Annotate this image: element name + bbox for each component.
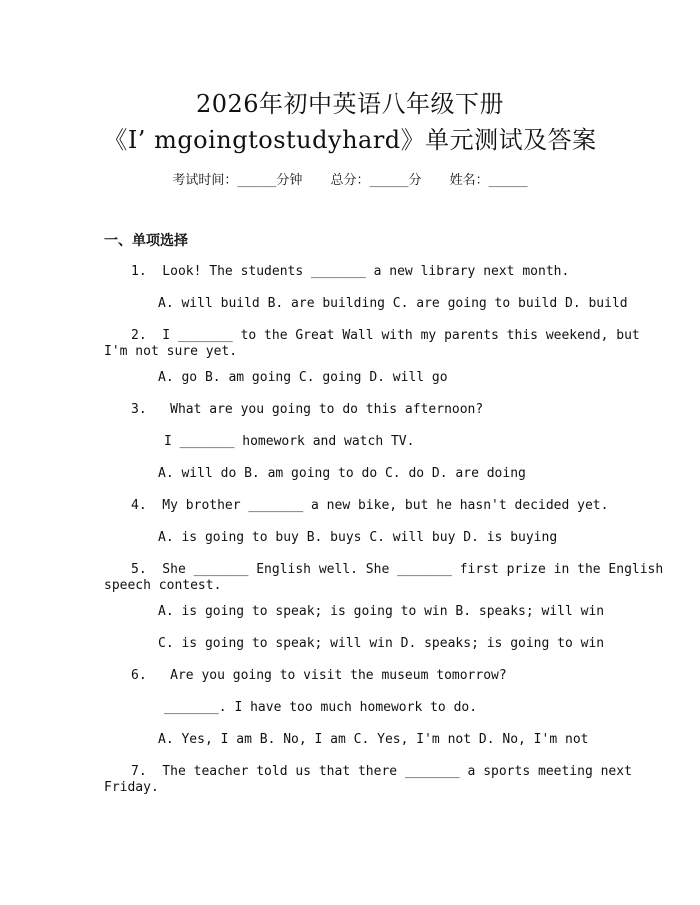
- question-5: 5. She _______ English well. She _______ first prize in the English: [131, 562, 664, 577]
- question-1: 1. Look! The students _______ a new library next month.: [131, 264, 570, 279]
- question-3: 3. What are you going to do this afternoon?: [131, 402, 484, 417]
- options-6: A. Yes, I am B. No, I am C. Yes, I'm not D. No, I'm not: [158, 732, 589, 747]
- section-heading: 一、单项选择: [104, 233, 188, 249]
- question-7: 7. The teacher told us that there _______ a sports meeting next: [131, 764, 632, 779]
- options-4: A. is going to buy B. buys C. will buy D. is buying: [158, 530, 558, 545]
- question-7-continued: Friday.: [104, 780, 159, 795]
- exam-time: 考试时间：______分钟: [172, 173, 303, 188]
- document-title-line1: 2026年初中英语八年级下册: [195, 90, 505, 118]
- question-3-response: I _______ homework and watch TV.: [164, 434, 415, 449]
- question-6-response: _______. I have too much homework to do.: [164, 700, 478, 715]
- options-2: A. go B. am going C. going D. will go: [158, 370, 448, 385]
- question-2-continued: I'm not sure yet.: [104, 344, 238, 359]
- total-score: 总分：______分: [330, 173, 422, 188]
- exam-meta: [0, 169, 700, 188]
- options-3: A. will do B. am going to do C. do D. are doing: [158, 466, 526, 481]
- question-2: 2. I _______ to the Great Wall with my parents this weekend, but: [131, 328, 640, 343]
- options-5-row1: A. is going to speak; is going to win B. speaks; will win: [158, 604, 605, 619]
- document-title-line2: 《I’ mgoingtostudyhard》单元测试及答案: [103, 126, 597, 154]
- question-5-continued: speech contest.: [104, 578, 222, 593]
- options-5-row2: C. is going to speak; will win D. speaks; is going to win: [158, 636, 605, 651]
- student-name: 姓名：______: [449, 173, 528, 188]
- options-1: A. will build B. are building C. are going to build D. build: [158, 296, 628, 311]
- question-4: 4. My brother _______ a new bike, but he hasn't decided yet.: [131, 498, 609, 513]
- question-6: 6. Are you going to visit the museum tomorrow?: [131, 668, 507, 683]
- question-list: [104, 256, 664, 798]
